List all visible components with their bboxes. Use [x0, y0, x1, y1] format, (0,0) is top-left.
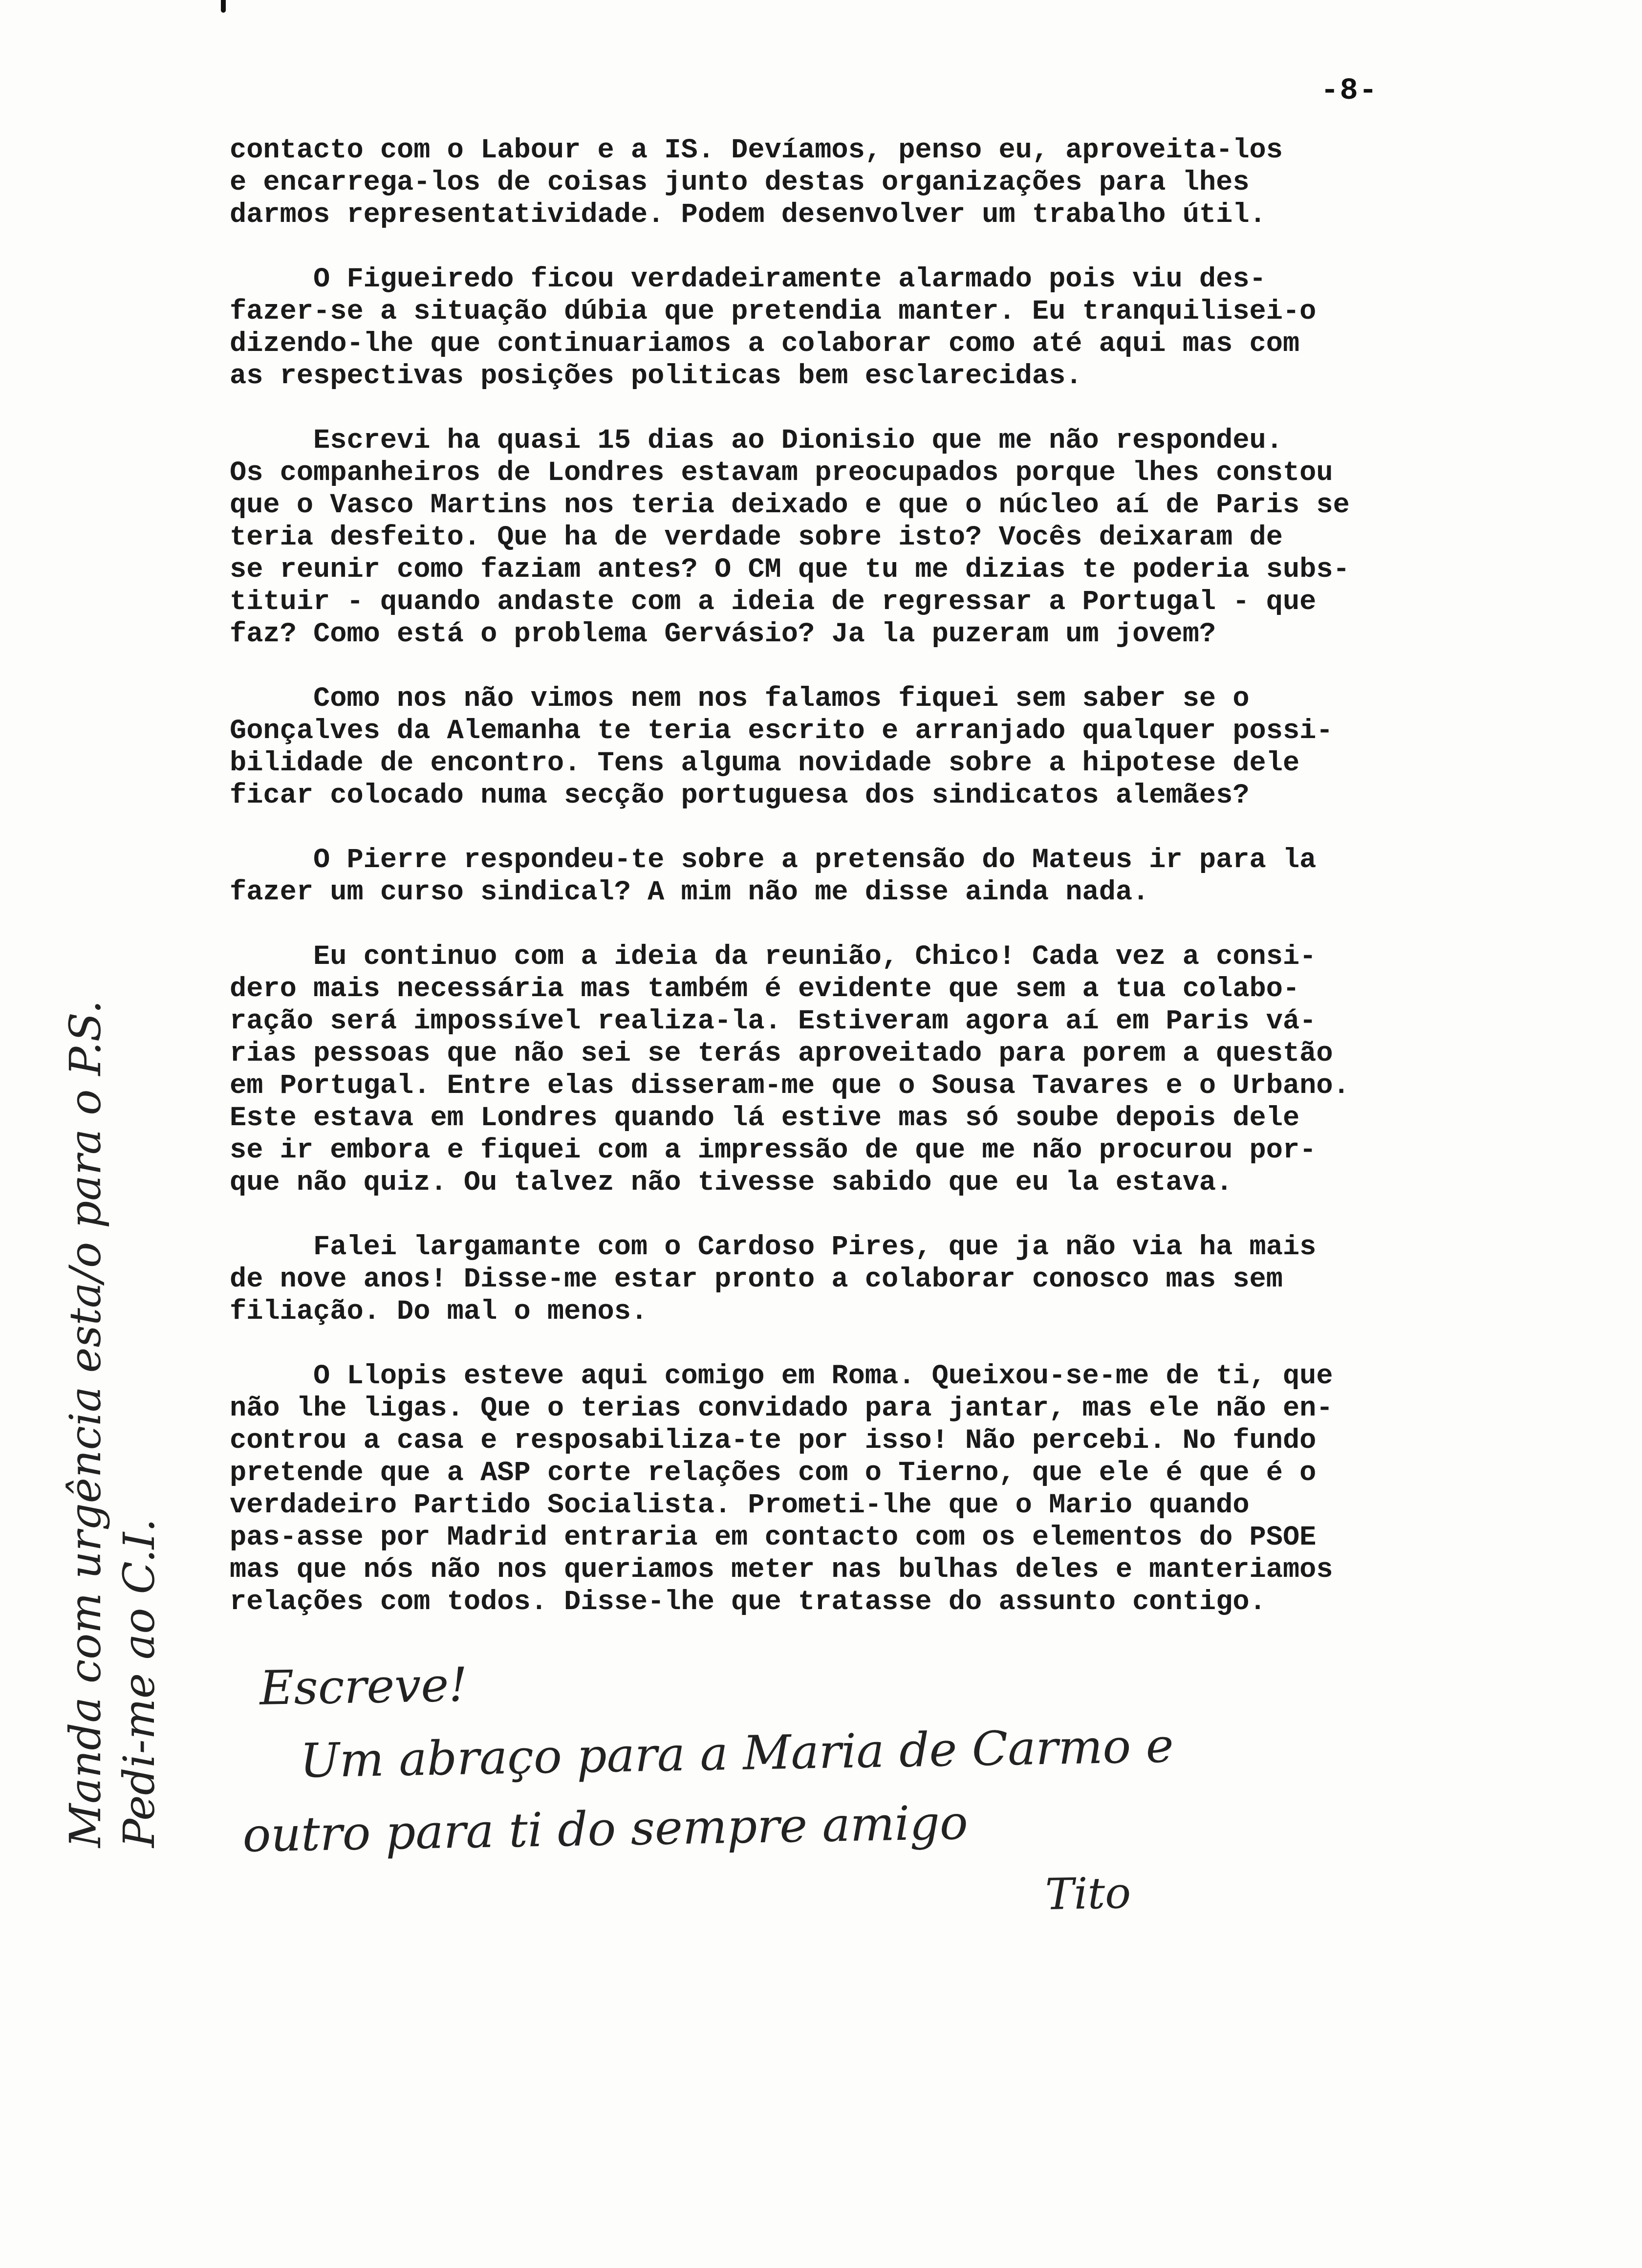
text-line: fazer um curso sindical? A mim não me disse ainda nada.: [230, 877, 1149, 908]
paragraph: [230, 1231, 1569, 1328]
text-line: dizendo-lhe que continuariamos a colaborar como até aqui mas com: [230, 328, 1300, 360]
text-line: Falei largamante com o Cardoso Pires, que ja não via ha mais: [230, 1232, 1317, 1263]
text-line: pretende que a ASP corte relações com o Tierno, que ele é que é o: [230, 1458, 1317, 1489]
text-line: ficar colocado numa secção portuguesa dos sindicatos alemães?: [230, 780, 1250, 811]
text-line: rias pessoas que não sei se terás aproveitado para porem a questão: [230, 1038, 1333, 1069]
text-line: e encarrega-los de coisas junto destas organizações para lhes: [230, 167, 1250, 198]
text-line: dero mais necessária mas também é evidente que sem a tua colabo-: [230, 974, 1300, 1005]
margin-note: [59, 1000, 171, 1848]
paragraph: [230, 425, 1569, 651]
text-line: darmos representatividade. Podem desenvolver um trabalho útil.: [230, 199, 1266, 231]
text-line: filiação. Do mal o menos.: [230, 1296, 648, 1328]
text-line: se ir embora e fiquei com a impressão de que me não procurou por-: [230, 1135, 1317, 1166]
paragraph: [230, 941, 1569, 1199]
text-line: Como nos não vimos nem nos falamos fiquei sem saber se o: [230, 683, 1250, 715]
signoff-line: outro para ti do sempre amigo: [242, 1795, 969, 1863]
paragraph: [230, 263, 1569, 393]
text-line: mas que nós não nos queriamos meter nas bulhas deles e manteriamos: [230, 1554, 1333, 1586]
signature: Tito: [1045, 1867, 1131, 1919]
text-line: em Portugal. Entre elas disseram-me que o Sousa Tavares e o Urbano.: [230, 1070, 1350, 1102]
text-line: contacto com o Labour e a IS. Devíamos, penso eu, aproveita-los: [230, 135, 1283, 166]
text-line: O Figueiredo ficou verdadeiramente alarmado pois viu des-: [230, 264, 1266, 295]
text-line: Este estava em Londres quando lá estive mas só soube depois dele: [230, 1103, 1300, 1134]
text-line: fazer-se a situação dúbia que pretendia manter. Eu tranquilisei-o: [230, 296, 1317, 327]
text-line: verdadeiro Partido Socialista. Prometi-lhe que o Mario quando: [230, 1490, 1250, 1521]
paragraph: [230, 844, 1569, 909]
signoff-line: Escreve!: [259, 1657, 468, 1716]
text-line: tituir - quando andaste com a ideia de regressar a Portugal - que: [230, 587, 1317, 618]
text-line: Escrevi ha quasi 15 dias ao Dionisio que me não respondeu.: [230, 425, 1283, 457]
margin-note-line: Manda com urgência esta/o para o P.S.: [60, 1000, 110, 1848]
text-line: relações com todos. Disse-lhe que tratasse do assunto contigo.: [230, 1587, 1266, 1618]
text-line: que o Vasco Martins nos teria deixado e que o núcleo aí de Paris se: [230, 490, 1350, 521]
margin-note-line: Pedi-me ao C.I.: [114, 1518, 164, 1848]
text-line: pas-asse por Madrid entraria em contacto com os elementos do PSOE: [230, 1522, 1317, 1553]
paragraph: [230, 1360, 1569, 1618]
text-line: que não quiz. Ou talvez não tivesse sabido que eu la estava.: [230, 1167, 1233, 1199]
text-line: não lhe ligas. Que o terias convidado para jantar, mas ele não en-: [230, 1393, 1333, 1424]
text-line: O Llopis esteve aqui comigo em Roma. Queixou-se-me de ti, que: [230, 1361, 1333, 1392]
text-line: teria desfeito. Que ha de verdade sobre isto? Vocês deixaram de: [230, 522, 1283, 553]
text-line: Os companheiros de Londres estavam preocupados porque lhes constou: [230, 458, 1333, 489]
handwritten-signoff: [230, 1629, 1574, 1945]
paragraph: [230, 134, 1569, 231]
text-line: de nove anos! Disse-me estar pronto a colaborar conosco mas sem: [230, 1264, 1283, 1295]
text-line: ração será impossível realiza-la. Estiveram agora aí em Paris vá-: [230, 1006, 1317, 1037]
signoff-line: Um abraço para a Maria de Carmo e: [299, 1718, 1174, 1788]
text-line: Eu continuo com a ideia da reunião, Chico! Cada vez a consi-: [230, 941, 1317, 973]
text-line: se reunir como faziam antes? O CM que tu me dizias te poderia subs-: [230, 554, 1350, 586]
paragraph: [230, 683, 1569, 812]
text-line: Gonçalves da Alemanha te teria escrito e arranjado qualquer possi-: [230, 716, 1333, 747]
page-number: -8-: [1320, 73, 1378, 108]
text-line: controu a casa e resposabiliza-te por isso! Não percebi. No fundo: [230, 1425, 1317, 1457]
text-line: faz? Como está o problema Gervásio? Ja la puzeram um jovem?: [230, 619, 1216, 650]
ink-mark: [221, 0, 226, 13]
text-line: as respectivas posições politicas bem esclarecidas.: [230, 361, 1082, 392]
text-line: O Pierre respondeu-te sobre a pretensão do Mateus ir para la: [230, 845, 1317, 876]
letter-body: [230, 134, 1569, 1651]
text-line: bilidade de encontro. Tens alguma novidade sobre a hipotese dele: [230, 748, 1300, 779]
